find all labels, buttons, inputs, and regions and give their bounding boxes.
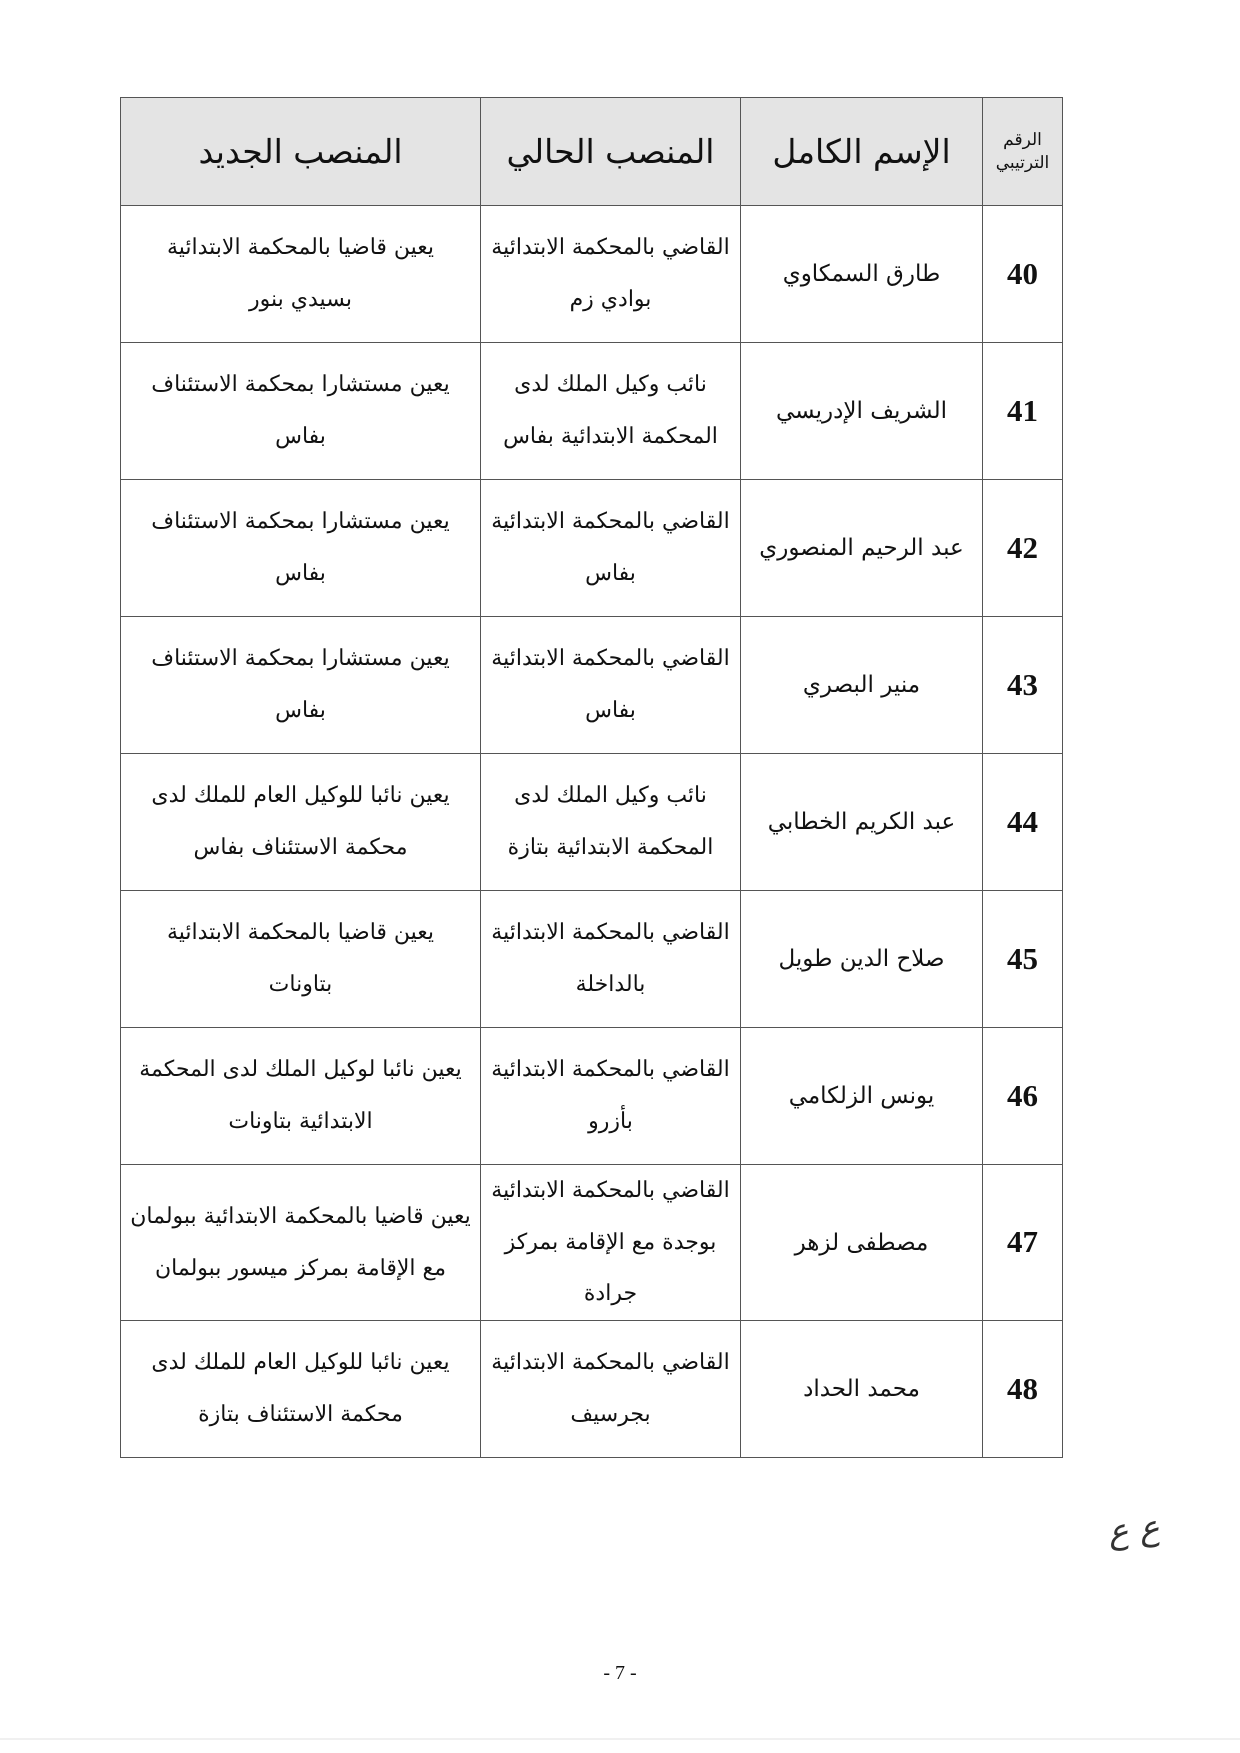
row-new-position-line: يعين نائبا لوكيل الملك لدى المحكمة xyxy=(139,1057,462,1083)
footer-divider xyxy=(0,1738,1240,1740)
row-number: 43 xyxy=(983,617,1063,754)
row-current-position-line: بوجدة مع الإقامة بمركز جرادة xyxy=(504,1229,717,1307)
table-row xyxy=(121,1165,1063,1321)
row-current-position-line: القاضي بالمحكمة الابتدائية xyxy=(491,920,730,946)
row-new-position-line: بفاس xyxy=(275,698,326,723)
row-full-name: عبد الكريم الخطابي xyxy=(741,754,983,891)
row-current-position-line: بأزرو xyxy=(588,1109,633,1134)
row-new-position-line: يعين مستشارا بمحكمة الاستئناف xyxy=(151,509,450,535)
row-current-position xyxy=(481,754,741,891)
row-new-position xyxy=(121,1028,481,1165)
row-full-name: عبد الرحيم المنصوري xyxy=(741,480,983,617)
row-new-position-line: مع الإقامة بمركز ميسور ببولمان xyxy=(155,1255,446,1281)
row-current-position-line: القاضي بالمحكمة الابتدائية xyxy=(491,1178,730,1203)
row-current-position-line: المحكمة الابتدائية بتازة xyxy=(507,835,714,860)
row-current-position-line: القاضي بالمحكمة الابتدائية xyxy=(491,1057,730,1083)
row-new-position xyxy=(121,891,481,1028)
row-current-position-line: بفاس xyxy=(585,561,636,586)
row-full-name: الشريف الإدريسي xyxy=(741,343,983,480)
table-body xyxy=(121,206,1063,1458)
appointments-table xyxy=(120,97,1063,1458)
row-new-position-line: يعين مستشارا بمحكمة الاستئناف xyxy=(151,646,450,672)
row-current-position xyxy=(481,1321,741,1458)
row-number: 46 xyxy=(983,1028,1063,1165)
row-current-position-line: بفاس xyxy=(585,698,636,723)
row-current-position xyxy=(481,343,741,480)
row-new-position-line: يعين قاضيا بالمحكمة الابتدائية xyxy=(166,920,435,946)
row-new-position-line: الابتدائية بتاونات xyxy=(228,1109,373,1134)
row-full-name: يونس الزلكامي xyxy=(741,1028,983,1165)
table-row xyxy=(121,891,1063,1028)
table-row xyxy=(121,343,1063,480)
row-number: 48 xyxy=(983,1321,1063,1458)
row-full-name: منير البصري xyxy=(741,617,983,754)
row-current-position-line: بجرسيف xyxy=(570,1402,651,1428)
row-new-position-line: بفاس xyxy=(275,561,326,586)
row-new-position-line: يعين قاضيا بالمحكمة الابتدائية xyxy=(166,235,435,261)
row-full-name: طارق السمكاوي xyxy=(741,206,983,343)
row-new-position xyxy=(121,480,481,617)
row-new-position-line: يعين مستشارا بمحكمة الاستئناف xyxy=(151,372,450,398)
row-full-name: محمد الحداد xyxy=(741,1321,983,1458)
row-new-position xyxy=(121,206,481,343)
table-row xyxy=(121,480,1063,617)
row-current-position xyxy=(481,1165,741,1321)
row-new-position-line: يعين قاضيا بالمحكمة الابتدائية ببولمان xyxy=(130,1203,471,1229)
row-current-position-line: القاضي بالمحكمة الابتدائية xyxy=(491,1350,730,1376)
row-new-position xyxy=(121,754,481,891)
table-row xyxy=(121,754,1063,891)
row-new-position xyxy=(121,1321,481,1458)
row-number: 40 xyxy=(983,206,1063,343)
row-number: 47 xyxy=(983,1165,1063,1321)
row-current-position xyxy=(481,480,741,617)
table-row xyxy=(121,1321,1063,1458)
row-new-position xyxy=(121,1165,481,1321)
row-new-position-line: يعين نائبا للوكيل العام للملك لدى xyxy=(151,783,450,809)
row-new-position-line: محكمة الاستئناف بتازة xyxy=(198,1402,403,1428)
row-full-name: مصطفى لزهر xyxy=(741,1165,983,1321)
page-number: - 7 - xyxy=(603,1662,637,1684)
table-row xyxy=(121,206,1063,343)
row-current-position-line: القاضي بالمحكمة الابتدائية xyxy=(491,509,730,535)
row-current-position-line: القاضي بالمحكمة الابتدائية xyxy=(491,646,730,672)
handwritten-initials: ع ع xyxy=(1106,1507,1162,1553)
row-current-position xyxy=(481,891,741,1028)
row-new-position-line: بفاس xyxy=(275,424,326,449)
row-full-name: صلاح الدين طويل xyxy=(741,891,983,1028)
row-current-position-line: القاضي بالمحكمة الابتدائية xyxy=(491,235,730,261)
row-new-position xyxy=(121,617,481,754)
row-number: 42 xyxy=(983,480,1063,617)
row-new-position-line: بسيدي بنور xyxy=(249,287,352,312)
row-new-position-line: بتاونات xyxy=(268,972,333,997)
table-header xyxy=(121,98,1063,206)
header-number: الرقم الترتيبي xyxy=(983,98,1063,206)
header-full-name: الإسم الكامل xyxy=(741,98,983,206)
row-current-position-line: المحكمة الابتدائية بفاس xyxy=(503,424,718,449)
row-number: 45 xyxy=(983,891,1063,1028)
row-current-position-line: نائب وكيل الملك لدى xyxy=(514,372,707,398)
row-current-position xyxy=(481,1028,741,1165)
row-current-position xyxy=(481,617,741,754)
header-new-position: المنصب الجديد xyxy=(121,98,481,206)
row-number: 41 xyxy=(983,343,1063,480)
header-current-position: المنصب الحالي xyxy=(481,98,741,206)
row-current-position-line: نائب وكيل الملك لدى xyxy=(514,783,707,809)
row-current-position-line: بالداخلة xyxy=(575,972,646,997)
table-row xyxy=(121,617,1063,754)
table-row xyxy=(121,1028,1063,1165)
row-new-position-line: يعين نائبا للوكيل العام للملك لدى xyxy=(151,1350,450,1376)
row-current-position-line: بوادي زم xyxy=(569,287,652,312)
row-new-position xyxy=(121,343,481,480)
row-current-position xyxy=(481,206,741,343)
row-number: 44 xyxy=(983,754,1063,891)
row-new-position-line: محكمة الاستئناف بفاس xyxy=(193,835,408,860)
